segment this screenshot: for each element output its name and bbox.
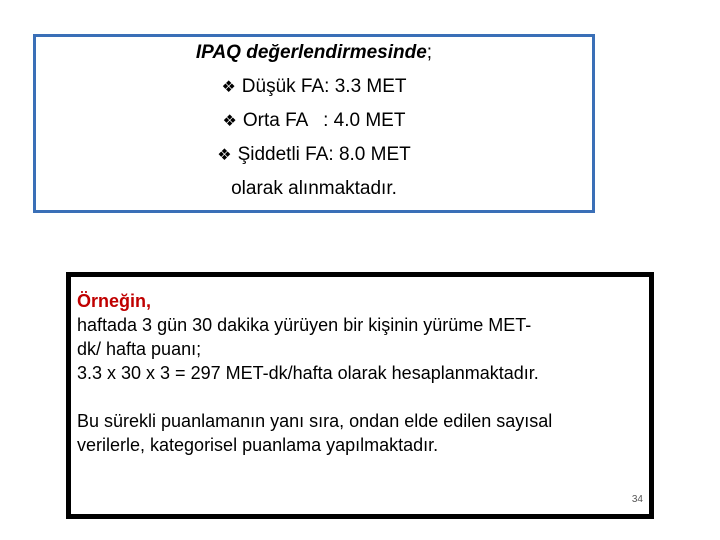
diamond-bullet-icon: ❖ (217, 147, 232, 164)
bullet-text-moderate: Orta FA : 4.0 MET (242, 110, 406, 131)
example-label: Örneğin, (77, 291, 152, 311)
bullet-text-low: Düşük FA: 3.3 MET (241, 76, 407, 97)
ipaq-heading-suffix: ; (426, 42, 433, 63)
ipaq-heading: IPAQ değerlendirmesinde (195, 42, 427, 63)
page-number: 34 (631, 494, 643, 505)
bullet-item-moderate (36, 109, 592, 134)
example-text-line: dk/ hafta puanı; (77, 339, 202, 359)
closing-text: olarak alınmaktadır. (231, 178, 397, 199)
ipaq-summary-box (33, 34, 595, 213)
paragraph-gap (77, 385, 643, 409)
bullet-text-vigorous: Şiddetli FA: 8.0 MET (237, 144, 411, 165)
bullet-item-vigorous (36, 143, 592, 168)
example-box (66, 272, 654, 519)
diamond-bullet-icon: ❖ (222, 113, 237, 130)
bullet-item-low (36, 75, 592, 100)
ipaq-heading-line (36, 41, 592, 65)
calculation-line: 3.3 x 30 x 3 = 297 MET-dk/hafta olarak hesaplanmaktadır. (77, 363, 539, 383)
note-text-line: verilerle, kategorisel puanlama yapılmaktadır. (77, 435, 439, 455)
note-text-line: Bu sürekli puanlamanın yanı sıra, ondan elde edilen sayısal (77, 411, 553, 431)
example-text-line: haftada 3 gün 30 dakika yürüyen bir kişinin yürüme MET- (77, 315, 532, 335)
diamond-bullet-icon: ❖ (221, 79, 236, 96)
